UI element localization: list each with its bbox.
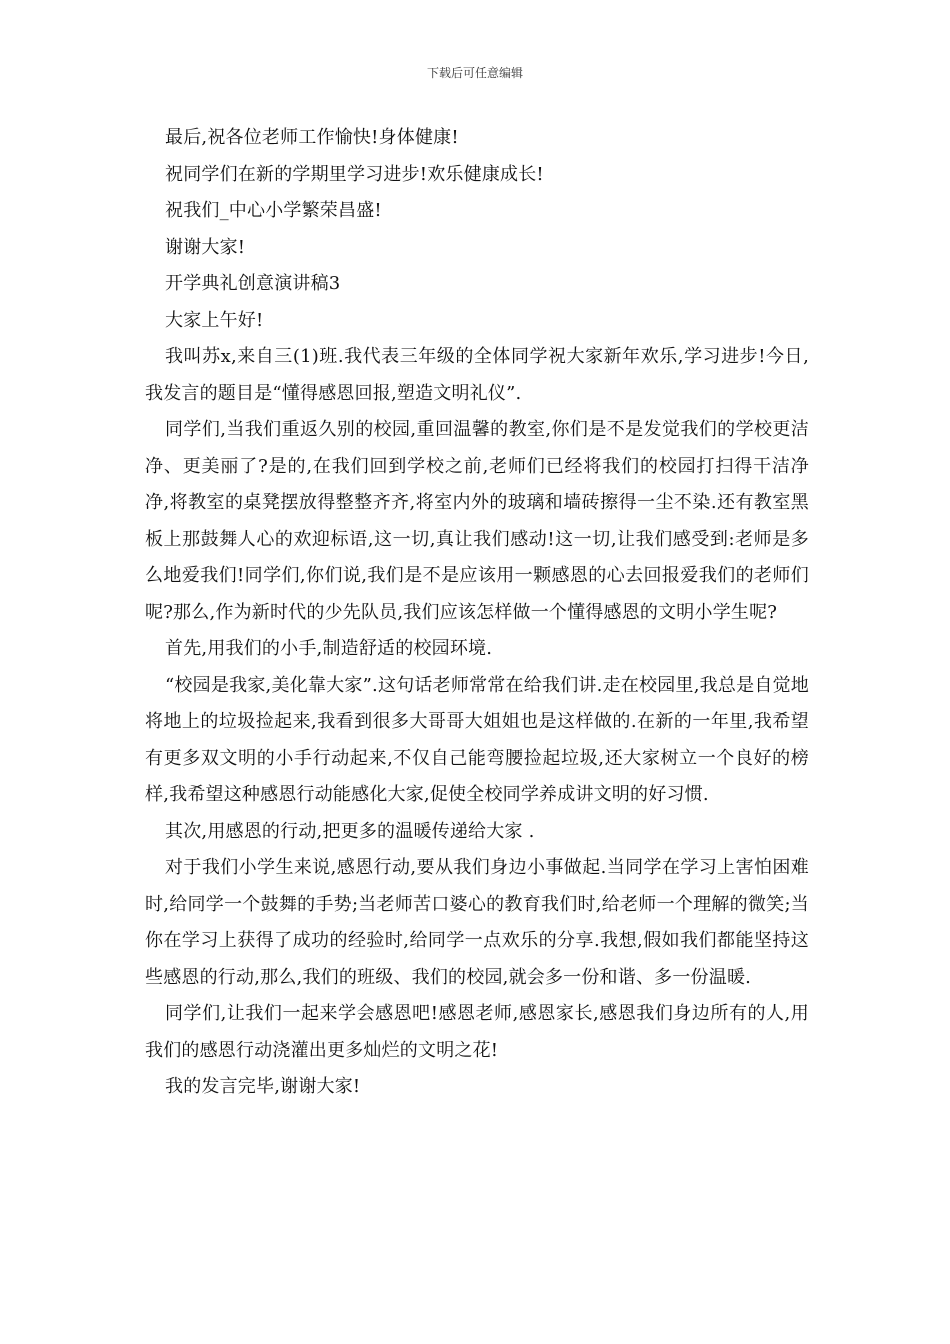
paragraph: “校园是我家,美化靠大家”.这句话老师常常在给我们讲.走在校园里,我总是自觉地将地上的垃圾捡起来,我看到很多大哥哥大姐姐也是这样做的.在新的一年里,我希望有更多双文明的小手行动起来,不仅自己能弯腰捡起垃圾,还大家树立一个良好的榜样,我希望这种感恩行动能感化大家,促使全校同学养成讲文明的好习惯.: [145, 674, 809, 805]
paragraph: 其次,用感恩的行动,把更多的温暖传递给大家 .: [165, 820, 535, 842]
paragraph: 祝同学们在新的学期里学习进步!欢乐健康成长!: [165, 163, 544, 185]
page-header-note: 下载后可任意编辑: [426, 66, 523, 80]
paragraph: 我的发言完毕,谢谢大家!: [165, 1076, 361, 1097]
paragraph: 最后,祝各位老师工作愉快!身体健康!: [165, 127, 459, 148]
paragraph: 首先,用我们的小手,制造舒适的校园环境.: [165, 638, 493, 659]
paragraph: 我叫苏x,来自三(1)班.我代表三年级的全体同学祝大家新年欢乐,学习进步!今日,我发言的题目是“懂得感恩回报,塑造文明礼仪”.: [145, 346, 809, 404]
section-title: 开学典礼创意演讲稿3: [165, 273, 341, 294]
paragraph: 对于我们小学生来说,感恩行动,要从我们身边小事做起.当同学在学习上害怕困难时,给同学一个鼓舞的手势;当老师苦口婆心的教育我们时,给老师一个理解的微笑;当你在学习上获得了成功的经验时,给同学一点欢乐的分享.我想,假如我们都能坚持这些感恩的行动,那么,我们的班级、我们的校园,就会多一份和谐、多一份温暖.: [145, 857, 809, 988]
paragraph: 祝我们_中心小学繁荣昌盛!: [165, 200, 382, 221]
document-body: [145, 120, 809, 1106]
paragraph: 谢谢大家!: [165, 236, 246, 258]
paragraph: 大家上午好!: [165, 309, 264, 331]
paragraph: 同学们,当我们重返久别的校园,重回温馨的教室,你们是不是发觉我们的学校更洁净、更美丽了?是的,在我们回到学校之前,老师们已经将我们的校园打扫得干洁净净,将教室的桌凳摆放得整整齐齐,将室内外的玻璃和墙砖擦得一尘不染.还有教室黑板上那鼓舞人心的欢迎标语,这一切,真让我们感动!这一切,让我们感受到:老师是多么地爱我们!同学们,你们说,我们是不是应该用一颗感恩的心去回报爱我们的老师们呢?那么,作为新时代的少先队员,我们应该怎样做一个懂得感恩的文明小学生呢?: [145, 419, 809, 623]
paragraph: 同学们,让我们一起来学会感恩吧!感恩老师,感恩家长,感恩我们身边所有的人,用我们的感恩行动浇灌出更多灿烂的文明之花!: [145, 1003, 809, 1061]
